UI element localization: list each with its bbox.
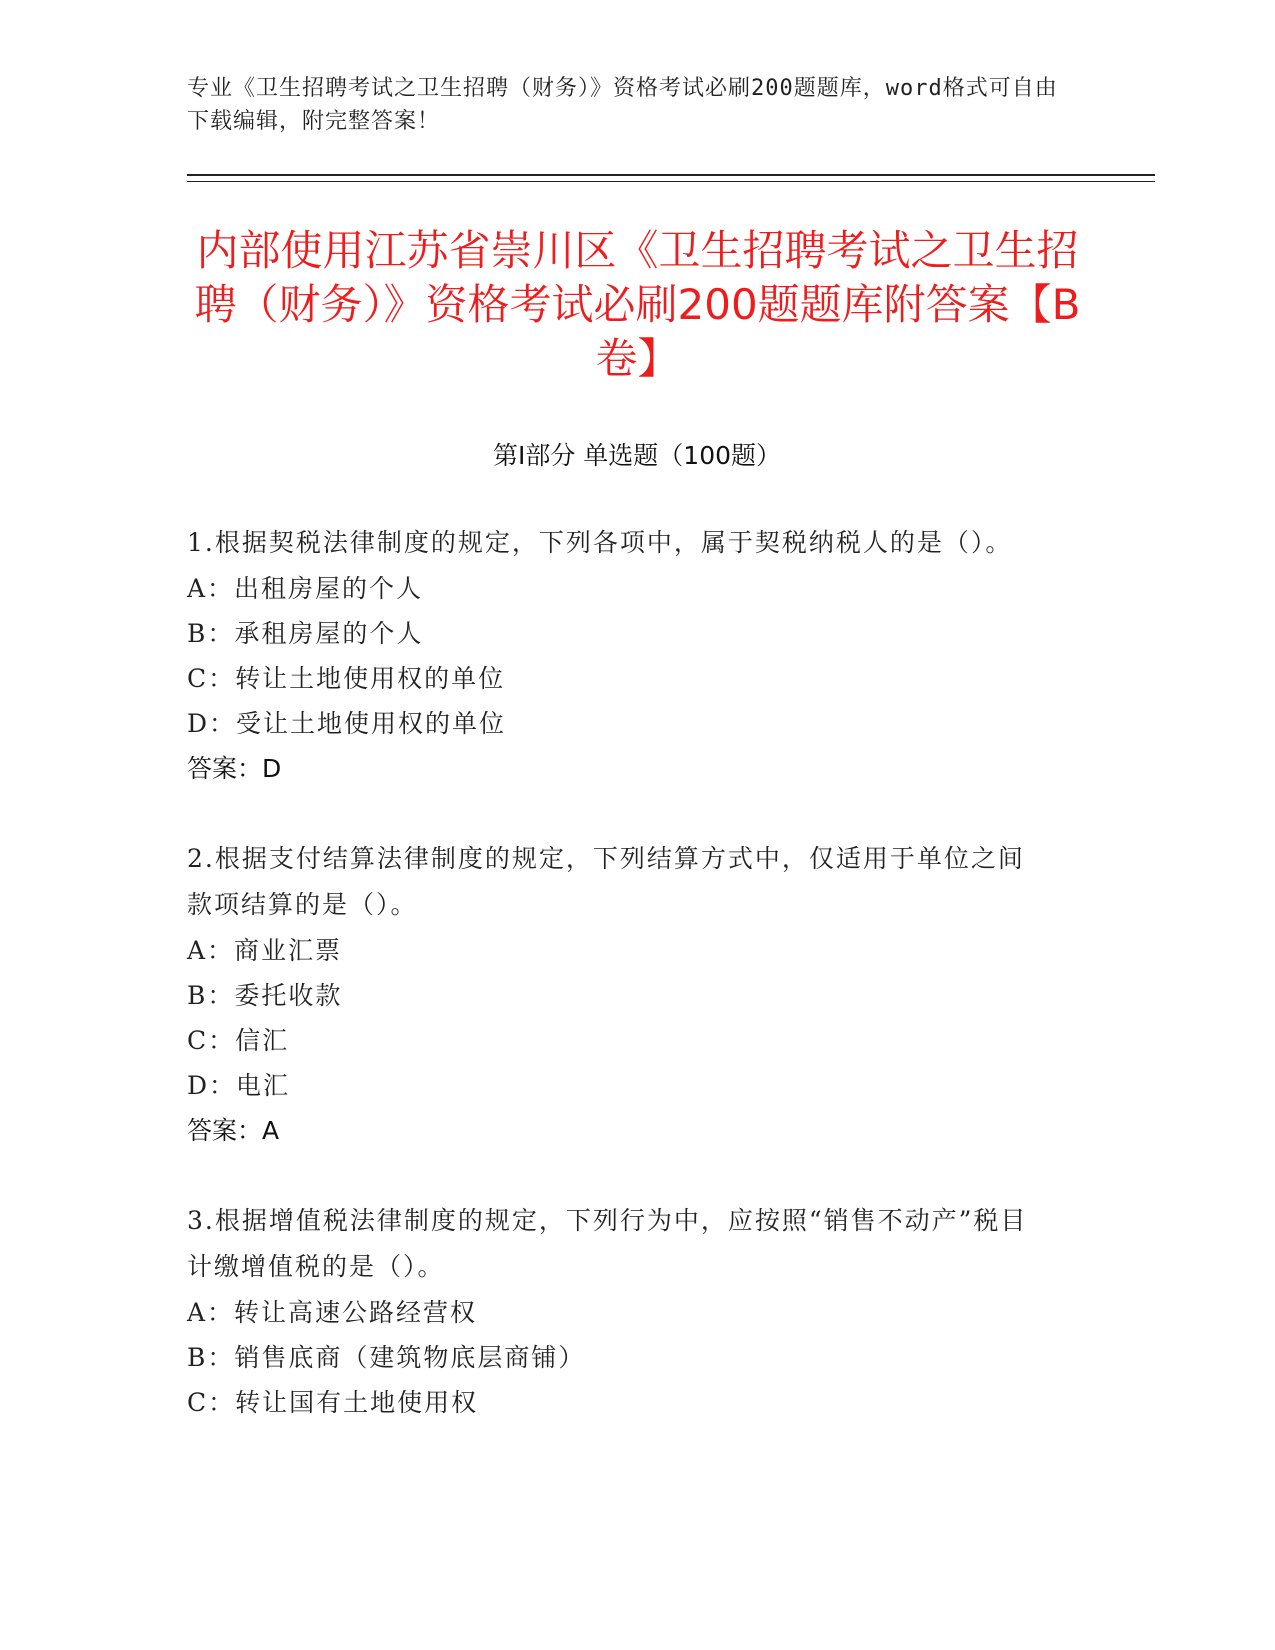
question-stem: 1.根据契税法律制度的规定，下列各项中，属于契税纳税人的是（）。 [187, 528, 1013, 557]
answer-line: 答案：A [187, 1116, 280, 1145]
option-a: A：商业汇票 [187, 936, 343, 965]
option-d: D：受让土地使用权的单位 [187, 709, 507, 738]
header-note: 专业《卫生招聘考试之卫生招聘（财务）》资格考试必刷200题题库，word格式可自由下载编辑，附完整答案！ [187, 76, 1058, 134]
option-b: B：委托收款 [187, 981, 343, 1010]
option-c: C：转让土地使用权的单位 [187, 664, 506, 693]
option-a: A：出租房屋的个人 [187, 574, 424, 603]
header-divider-thin [187, 181, 1155, 182]
option-a: A：转让高速公路经营权 [187, 1298, 478, 1327]
header-divider-thick [187, 174, 1155, 176]
question-list [187, 520, 1047, 1469]
question-stem: 3.根据增值税法律制度的规定，下列行为中，应按照“销售不动产”税目计缴增值税的是（）。 [187, 1206, 1028, 1281]
option-c: C：转让国有土地使用权 [187, 1388, 479, 1417]
question-1 [187, 520, 1047, 792]
option-b: B：销售底商（建筑物底层商铺） [187, 1343, 586, 1372]
question-2 [187, 836, 1047, 1154]
question-stem: 2.根据支付结算法律制度的规定，下列结算方式中，仅适用于单位之间款项结算的是（）。 [187, 844, 1025, 919]
document-title: 内部使用江苏省崇川区《卫生招聘考试之卫生招聘（财务）》资格考试必刷200题题库附答案【B卷】 [194, 226, 1081, 383]
option-d: D：电汇 [187, 1071, 291, 1100]
question-3 [187, 1198, 1047, 1425]
section-heading: 第Ⅰ部分 单选题（100题） [492, 441, 782, 470]
option-b: B：承租房屋的个人 [187, 619, 424, 648]
option-c: C：信汇 [187, 1026, 290, 1055]
answer-line: 答案：D [187, 754, 282, 783]
